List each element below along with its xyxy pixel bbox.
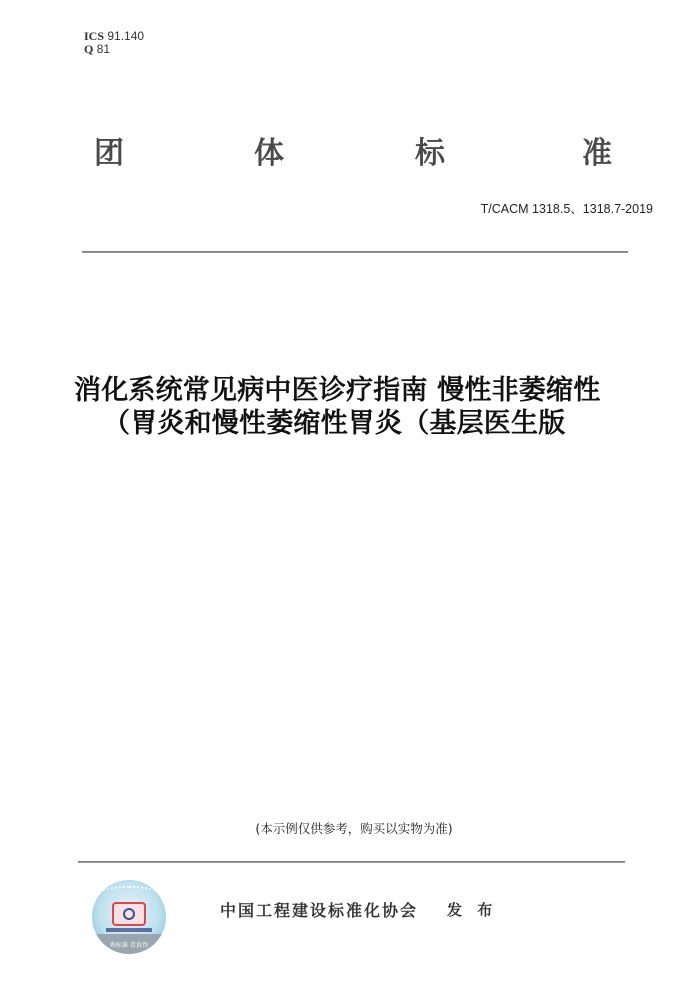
standard-type-char-1: 团 (94, 136, 124, 171)
logo-emblem (112, 902, 146, 926)
logo-url-strip (106, 928, 152, 932)
title-line-2: （胃炎和慢性萎缩性胃炎（基层医生版 (103, 408, 566, 439)
anti-counterfeit-logo-icon (92, 880, 166, 954)
ccs-code (84, 43, 144, 56)
logo-emblem-circle (123, 908, 135, 920)
header-divider (82, 251, 628, 253)
sample-disclaimer: (本示例仅供参考，购买以实物为准) (255, 821, 453, 836)
standard-type-char-2: 体 (254, 136, 284, 171)
standard-type-char-4: 准 (582, 136, 612, 171)
ccs-value: 81 (96, 42, 111, 56)
standard-type-char-3: 标 (415, 136, 445, 171)
ics-label: ICS (84, 29, 105, 43)
logo-caption: 购标准 看真伪 (110, 942, 148, 949)
classification-codes (84, 30, 144, 56)
publish-label: 发 布 (447, 901, 498, 919)
logo-ring (102, 886, 156, 898)
title-line-1: 消化系统常见病中医诊疗指南 慢性非萎缩性 (74, 375, 601, 406)
standard-number: T/CACM 1318.5、1318.7-2019 (480, 202, 653, 216)
ccs-label: Q (84, 42, 94, 56)
footer-divider (78, 861, 625, 863)
ics-value: 91.140 (107, 29, 145, 43)
publisher-name: 中国工程建设标准化协会 (220, 901, 419, 920)
